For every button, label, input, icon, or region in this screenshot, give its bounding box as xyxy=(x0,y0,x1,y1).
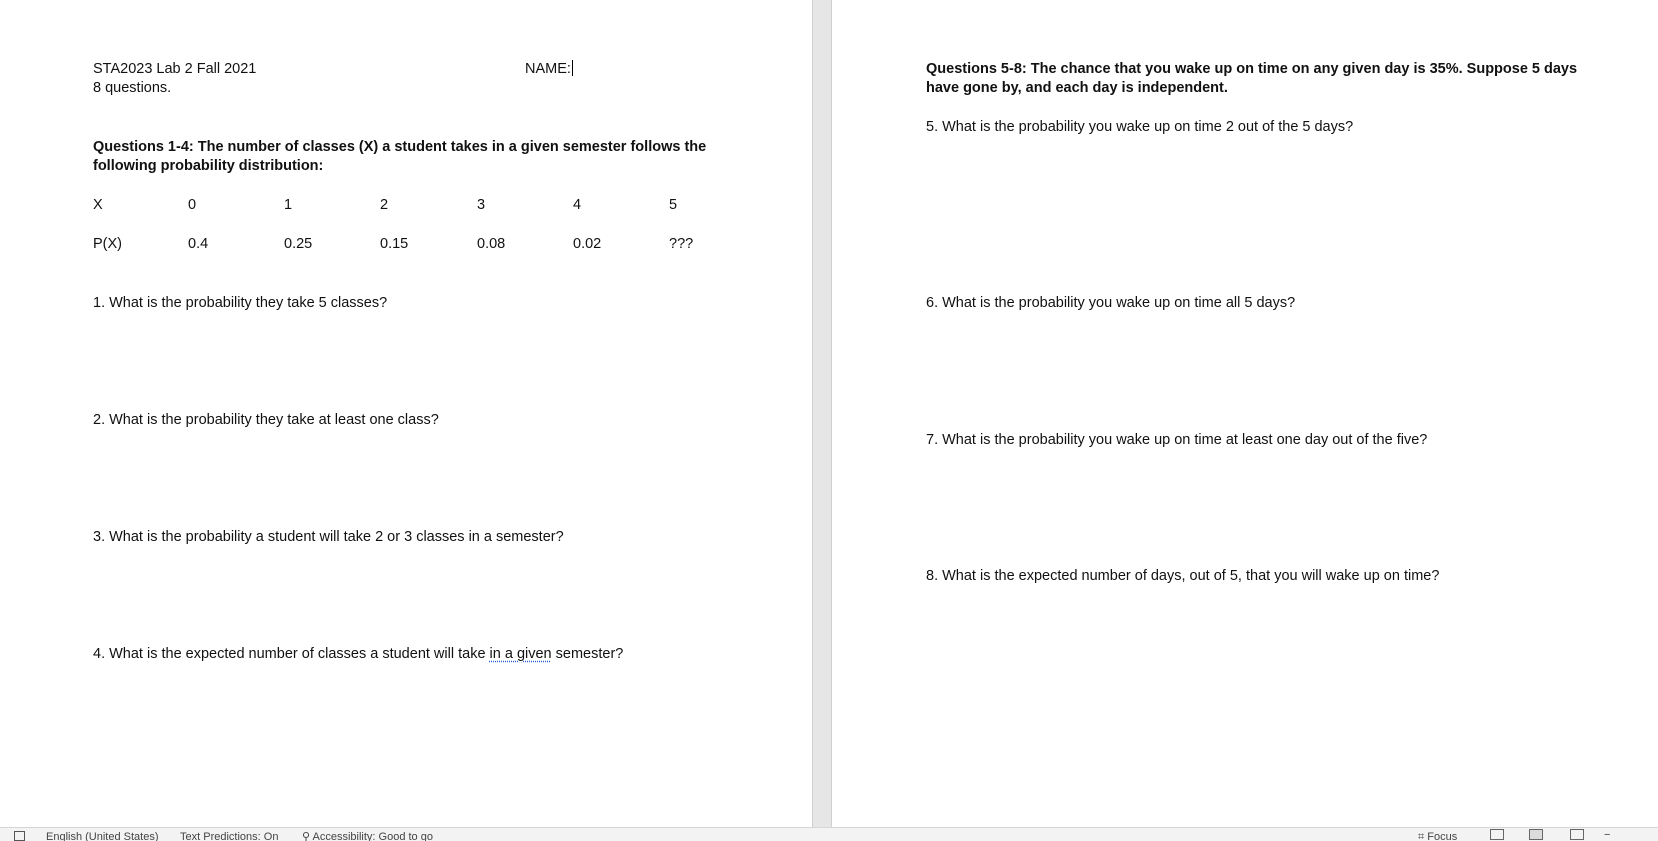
text-cursor xyxy=(572,60,573,76)
question-6: 6. What is the probability you wake up on time all 5 days? xyxy=(926,295,1296,311)
question-8: 8. What is the expected number of days, out of 5, that you will wake up on time? xyxy=(926,568,1440,584)
section1-intro-line1: Questions 1-4: The number of classes (X) a student takes in a given semester follows the xyxy=(93,139,707,155)
question-7: 7. What is the probability you wake up on time at least one day out of the five? xyxy=(926,432,1428,448)
question-4-part1: 4. What is the expected number of classes a student will take xyxy=(93,646,490,662)
table-px-label: P(X) xyxy=(93,236,122,252)
table-x-value: 2 xyxy=(380,197,389,213)
text-predictions-status[interactable]: Text Predictions: On xyxy=(180,831,279,841)
table-p-value: 0.4 xyxy=(188,236,209,252)
table-p-value: 0.25 xyxy=(284,236,313,252)
focus-label: Focus xyxy=(1427,831,1458,841)
table-x-value: 3 xyxy=(477,197,486,213)
table-p-value: ??? xyxy=(669,236,694,252)
name-label: NAME: xyxy=(525,61,571,77)
proofing-icon[interactable] xyxy=(14,830,28,841)
accessibility-status[interactable] xyxy=(302,830,433,841)
question-1: 1. What is the probability they take 5 classes? xyxy=(93,295,388,311)
web-layout-icon[interactable] xyxy=(1570,829,1584,840)
table-x-label: X xyxy=(93,197,103,213)
table-x-value: 4 xyxy=(573,197,582,213)
question-4 xyxy=(93,645,623,664)
question-count: 8 questions. xyxy=(93,80,172,96)
language-status[interactable]: English (United States) xyxy=(46,831,159,841)
table-p-value: 0.08 xyxy=(477,236,506,252)
question-5: 5. What is the probability you wake up on time 2 out of the 5 days? xyxy=(926,119,1354,135)
focus-icon: ⌗ xyxy=(1418,831,1428,841)
page-1[interactable] xyxy=(0,0,812,827)
table-p-value: 0.15 xyxy=(380,236,409,252)
status-bar xyxy=(0,827,1658,841)
page-2[interactable] xyxy=(832,0,1658,827)
read-mode-icon[interactable] xyxy=(1490,829,1504,840)
zoom-out-icon[interactable]: − xyxy=(1604,829,1611,841)
section1-intro-line2: following probability distribution: xyxy=(93,158,324,174)
table-x-value: 1 xyxy=(284,197,293,213)
page-gap-divider xyxy=(812,0,813,827)
section2-intro-line1: Questions 5-8: The chance that you wake up on time on any given day is 35%. Suppose 5 days xyxy=(926,61,1578,77)
table-x-value: 0 xyxy=(188,197,197,213)
section2-intro-line2: have gone by, and each day is independent. xyxy=(926,80,1228,96)
grammar-flag[interactable]: in a given xyxy=(489,646,552,662)
print-layout-icon[interactable] xyxy=(1529,829,1543,840)
name-field[interactable] xyxy=(525,60,573,79)
accessibility-icon: ⚲ xyxy=(302,831,313,841)
table-x-value: 5 xyxy=(669,197,678,213)
course-title: STA2023 Lab 2 Fall 2021 xyxy=(93,61,257,77)
question-2: 2. What is the probability they take at least one class? xyxy=(93,412,439,428)
focus-mode-button[interactable] xyxy=(1418,830,1457,841)
accessibility-label: Accessibility: Good to go xyxy=(312,831,433,841)
table-p-value: 0.02 xyxy=(573,236,602,252)
question-3: 3. What is the probability a student will take 2 or 3 classes in a semester? xyxy=(93,529,564,545)
question-4-part2: semester? xyxy=(551,646,624,662)
